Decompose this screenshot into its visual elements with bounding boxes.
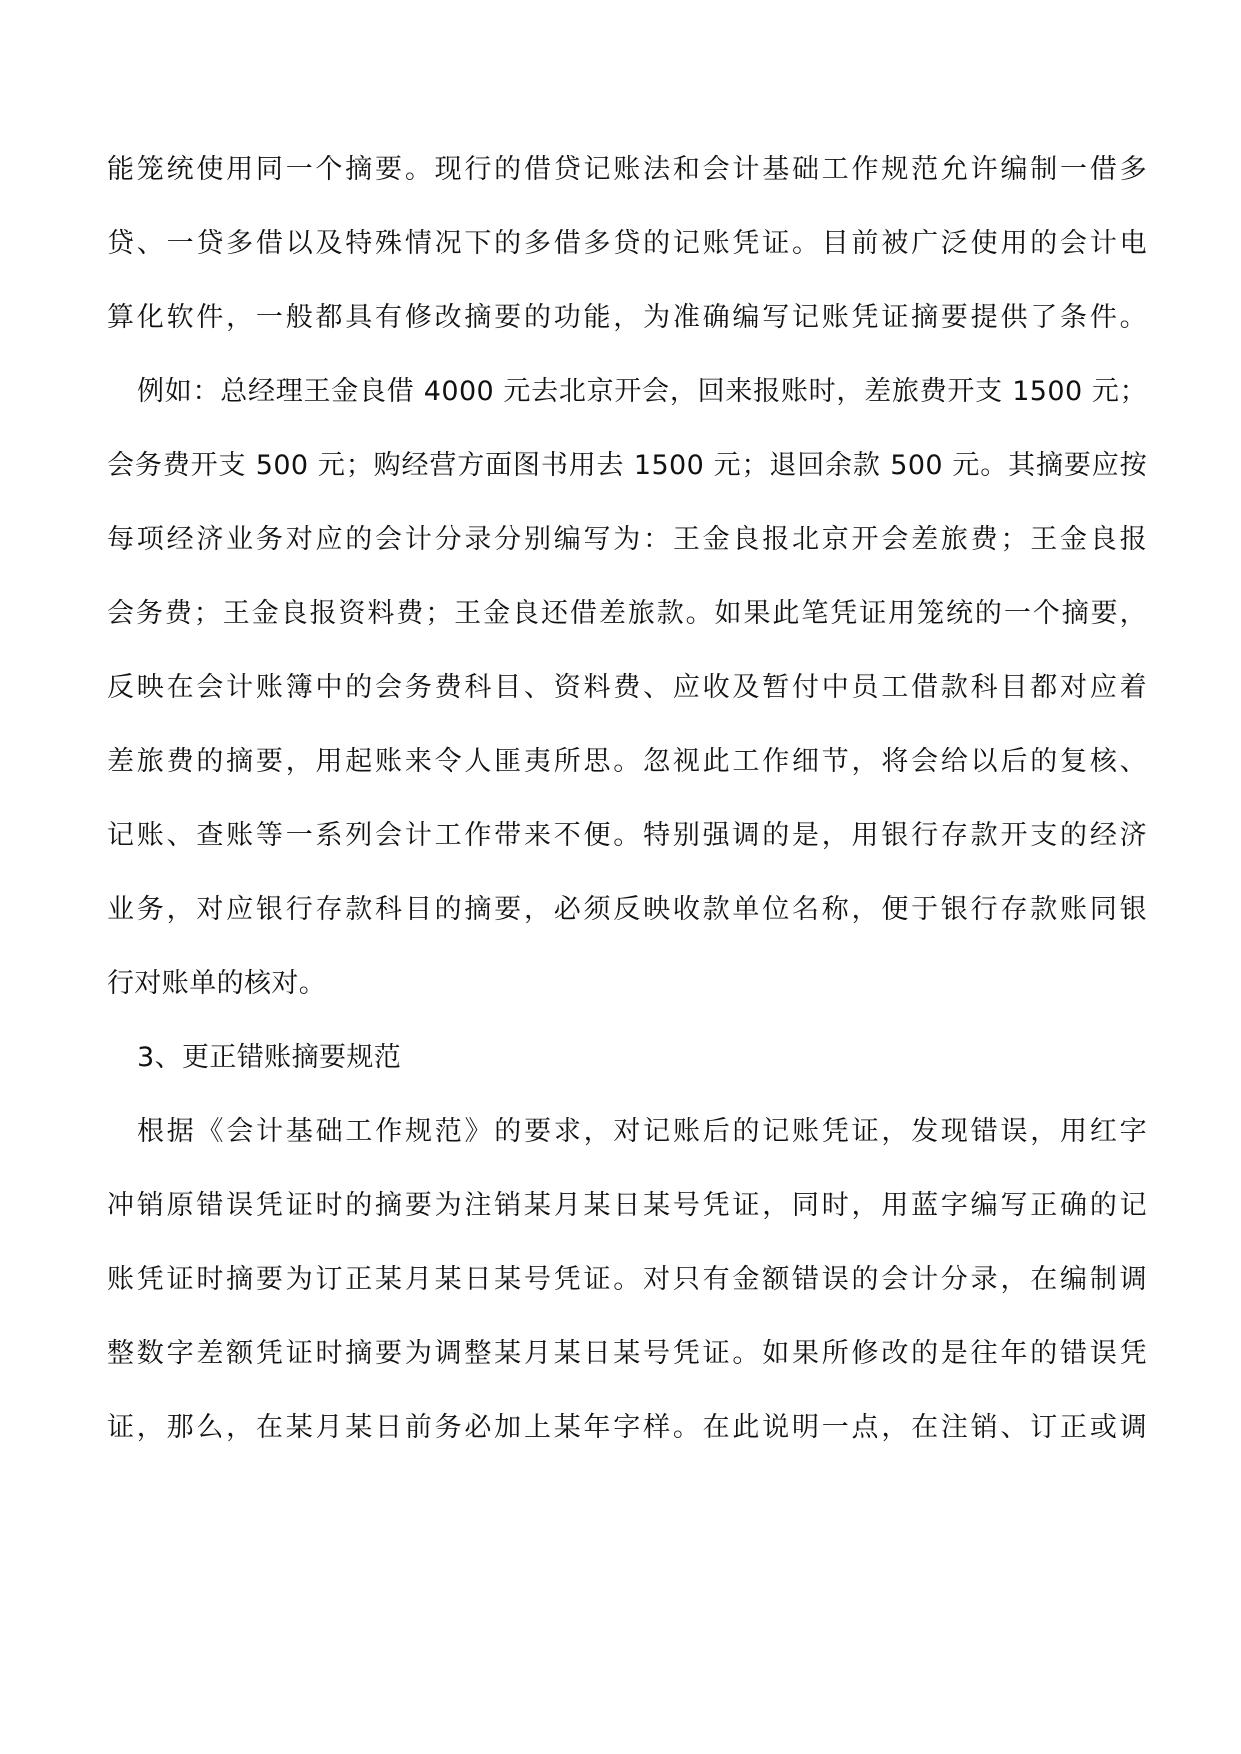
paragraph-line: 证，那么，在某月某日前务必加上某年字样。在此说明一点，在注销、订正或调 [107, 1412, 1147, 1443]
paragraph-line: 差旅费的摘要，用起账来令人匪夷所思。忽视此工作细节，将会给以后的复核、 [107, 746, 1147, 777]
paragraph-line: 能笼统使用同一个摘要。现行的借贷记账法和会计基础工作规范允许编制一借多 [107, 154, 1147, 185]
paragraph-line: 例如：总经理王金良借 4000 元去北京开会，回来报账时，差旅费开支 1500 元； [137, 376, 1147, 407]
paragraph-line: 每项经济业务对应的会计分录分别编写为：王金良报北京开会差旅费；王金良报 [107, 524, 1147, 555]
paragraph-line: 根据《会计基础工作规范》的要求，对记账后的记账凭证，发现错误，用红字 [137, 1116, 1147, 1147]
paragraph-line: 冲销原错误凭证时的摘要为注销某月某日某号凭证，同时，用蓝字编写正确的记 [107, 1190, 1147, 1221]
paragraph-line: 业务，对应银行存款科目的摘要，必须反映收款单位名称，便于银行存款账同银 [107, 894, 1147, 925]
section-heading: 3、更正错账摘要规范 [137, 1042, 402, 1073]
paragraph-line: 账凭证时摘要为订正某月某日某号凭证。对只有金额错误的会计分录，在编制调 [107, 1264, 1147, 1295]
paragraph-line: 整数字差额凭证时摘要为调整某月某日某号凭证。如果所修改的是往年的错误凭 [107, 1338, 1147, 1369]
paragraph-line: 记账、查账等一系列会计工作带来不便。特别强调的是，用银行存款开支的经济 [107, 820, 1147, 851]
paragraph-line: 算化软件，一般都具有修改摘要的功能，为准确编写记账凭证摘要提供了条件。 [107, 302, 1147, 333]
paragraph-line: 行对账单的核对。 [107, 968, 327, 999]
paragraph-line: 会务费开支 500 元；购经营方面图书用去 1500 元；退回余款 500 元。其摘要应按 [107, 450, 1147, 481]
paragraph-line: 贷、一贷多借以及特殊情况下的多借多贷的记账凭证。目前被广泛使用的会计电 [107, 228, 1147, 259]
paragraph-line: 反映在会计账簿中的会务费科目、资料费、应收及暂付中员工借款科目都对应着 [107, 672, 1147, 703]
paragraph-line: 会务费；王金良报资料费；王金良还借差旅款。如果此笔凭证用笼统的一个摘要， [107, 598, 1147, 629]
